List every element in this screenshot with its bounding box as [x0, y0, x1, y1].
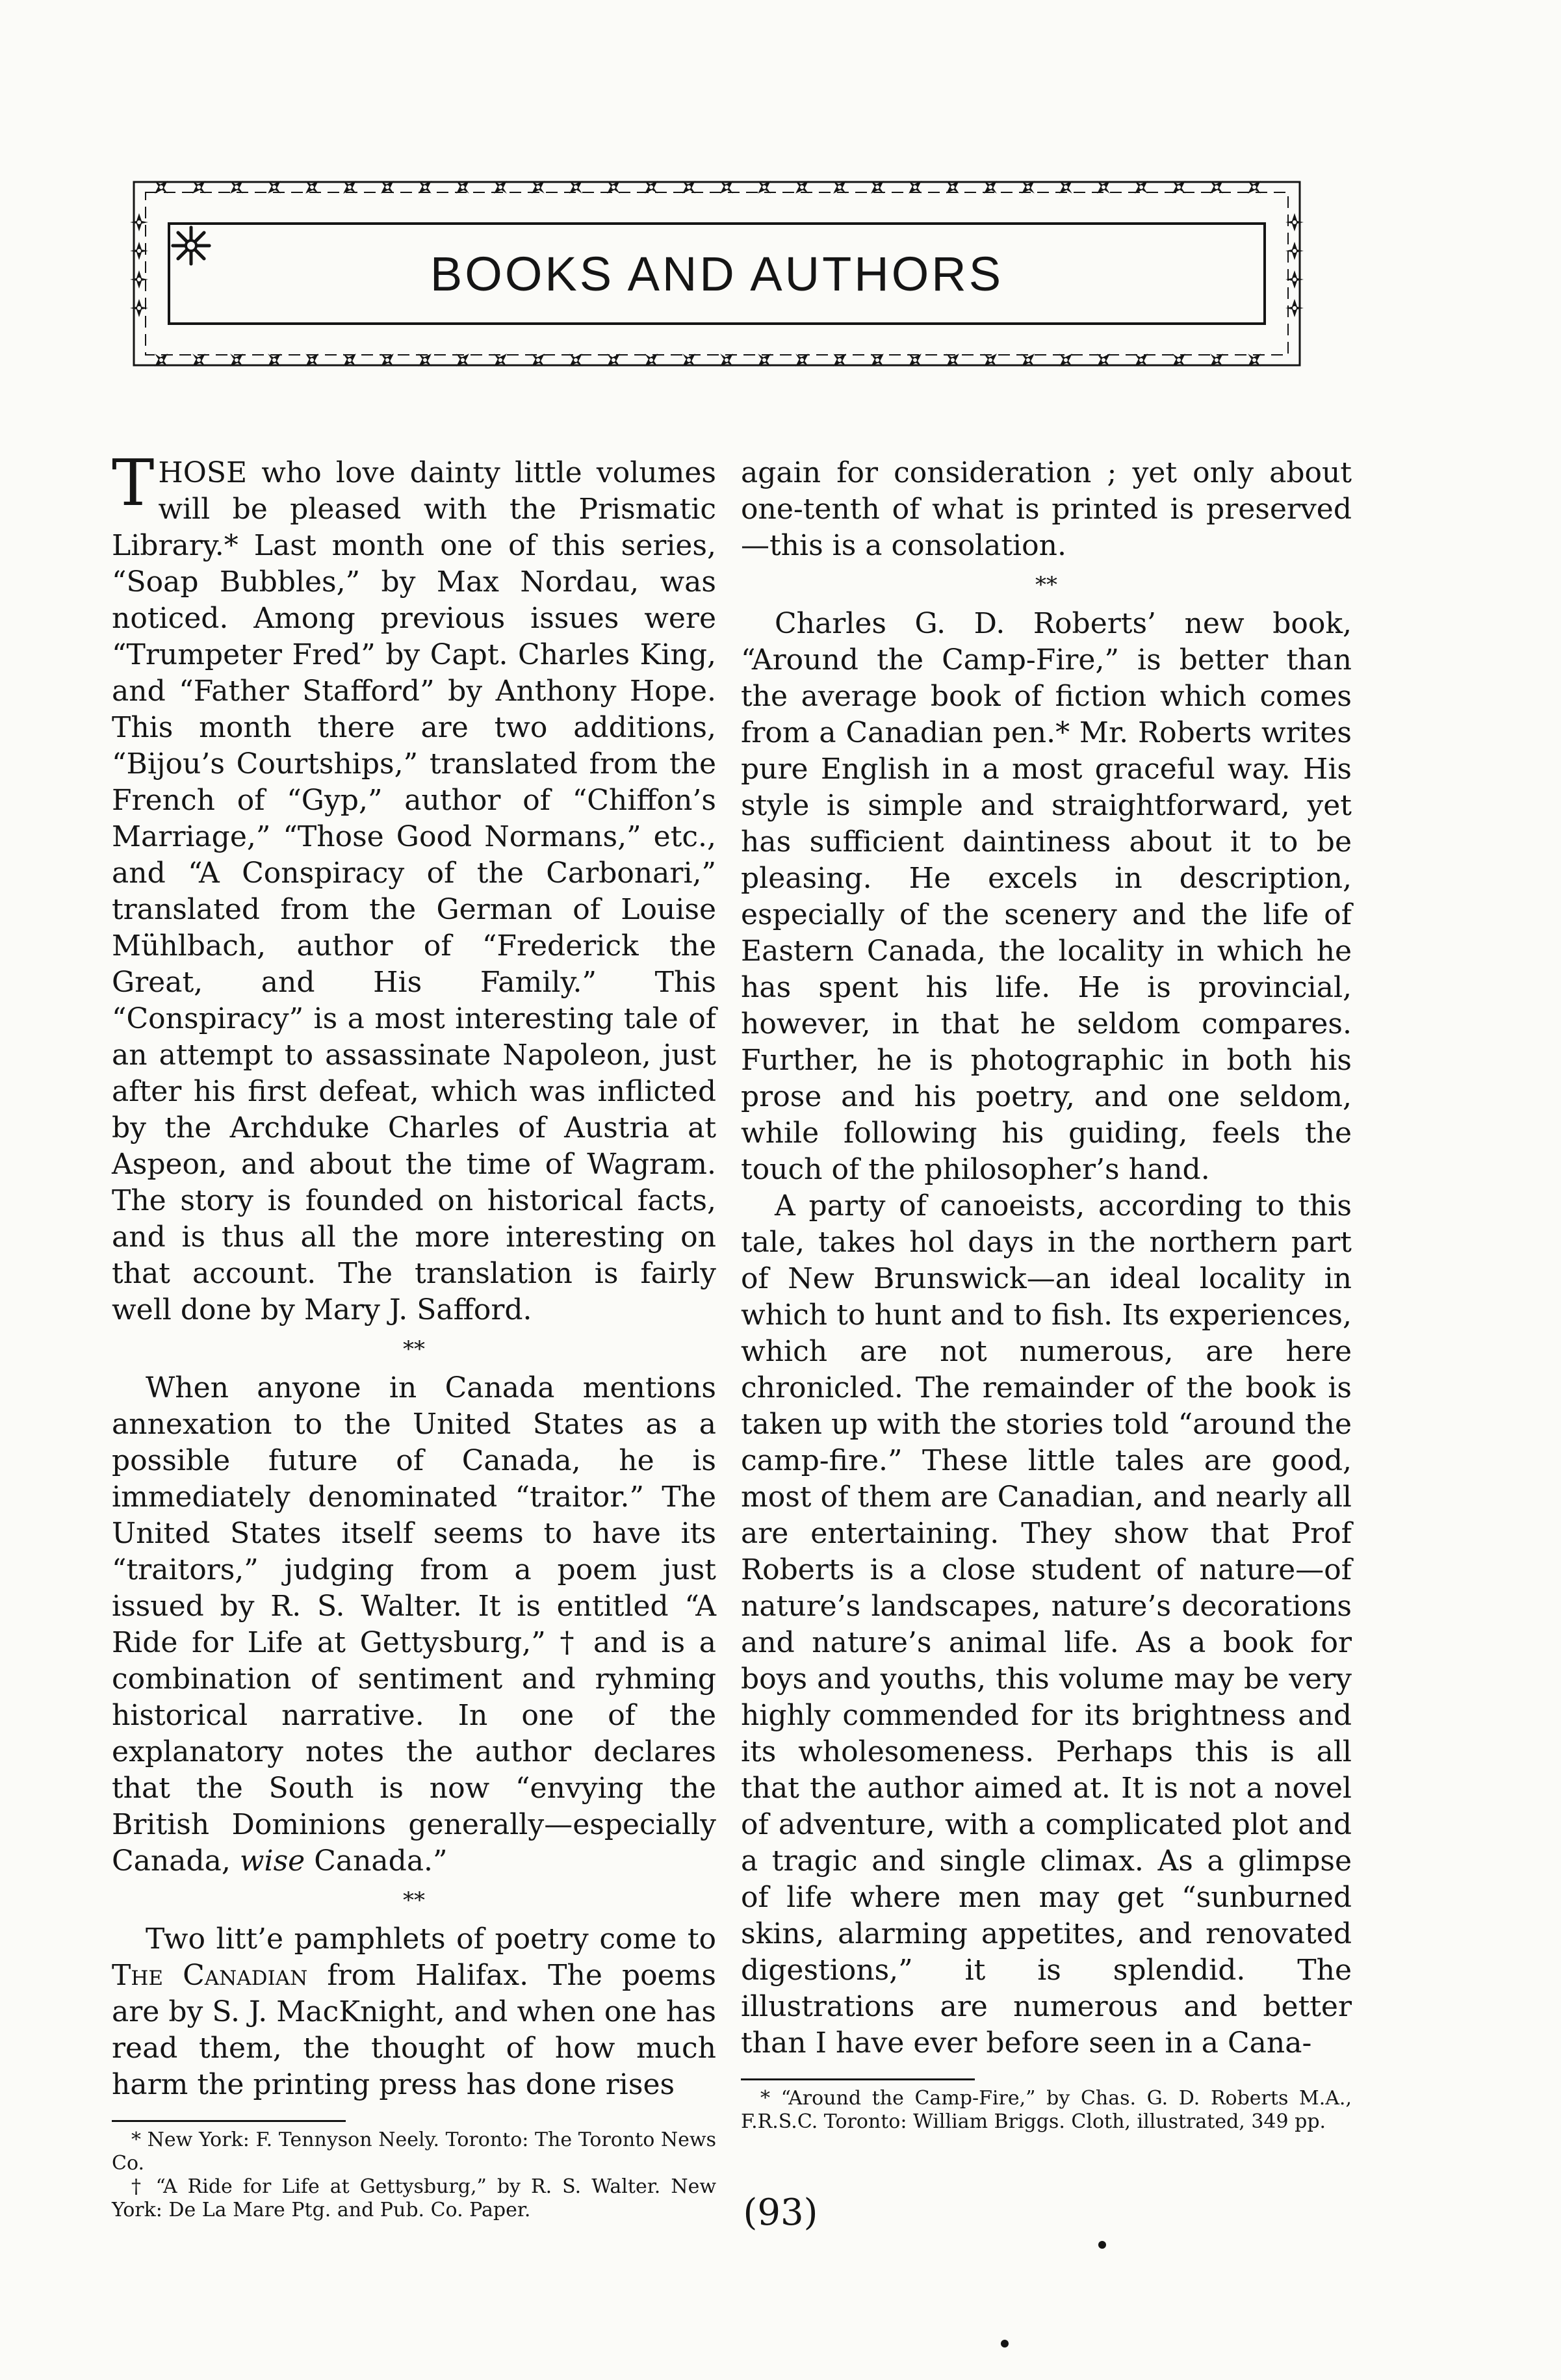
border-fleuron: [412, 174, 438, 200]
border-fleuron: [1015, 347, 1041, 373]
border-fleuron: [299, 174, 325, 200]
border-fleuron: [1090, 174, 1116, 200]
border-fleuron: [940, 347, 966, 373]
border-fleuron: [337, 347, 363, 373]
border-fleuron: [1241, 347, 1267, 373]
border-fleuron: [789, 347, 815, 373]
border-fleuron: [977, 347, 1003, 373]
border-fleuron: [751, 347, 777, 373]
border-fleuron: [374, 347, 400, 373]
border-fleuron: [487, 174, 513, 200]
border-fleuron: [299, 347, 325, 373]
paragraph-text: When anyone in Canada mentions annexation to the United States as a possible future of Canada, he is immediately denominated “traitor.” The United States itself seems to have its “traitors,” judging from a poem just issued by R. S. Walter. It is entitled “A Ride for Life at Gettysburg,” † and is a combination of sentiment and ryhming historical narrative. In one of the explanatory notes the author declares that the South is now “envying the British Dominions generally—especially Canada,: [112, 1371, 716, 1878]
border-fleuron: [1204, 347, 1230, 373]
border-fleuron: [224, 174, 250, 200]
border-fleuron: [261, 174, 287, 200]
border-fleuron: [789, 174, 815, 200]
border-fleuron: [374, 174, 400, 200]
banner-title-box: [168, 222, 1266, 325]
footnote-rule: [741, 2078, 975, 2080]
paragraph: again for consideration ; yet only about one-tenth of what is printed is preserved —this is a consolation.: [741, 456, 1352, 562]
publication-name: The Canadian: [112, 1959, 308, 1992]
ink-speck: [1098, 2241, 1106, 2249]
paragraph: [112, 1921, 716, 2103]
border-fleuron: [186, 347, 212, 373]
border-fleuron: [827, 174, 853, 200]
border-fleuron: [563, 174, 589, 200]
drop-cap: T: [112, 446, 155, 521]
border-fleuron: [1128, 174, 1154, 200]
border-fleuron: [600, 174, 626, 200]
border-fleuron: [751, 174, 777, 200]
border-fleuron: [261, 347, 287, 373]
paragraph-text: from Halifax. The poems are by S. J. MacKnight, and when one has read them, the thought of how much harm the printing press has done rises: [112, 1959, 716, 2101]
italic-word: wise: [239, 1844, 305, 1878]
right-column: [741, 455, 1352, 2134]
border-fleuron: [600, 347, 626, 373]
border-fleuron: [337, 174, 363, 200]
border-fleuron: [638, 174, 664, 200]
section-separator: **: [1035, 572, 1057, 598]
banner-ornament: [122, 170, 1311, 377]
border-fleuron: [1090, 347, 1116, 373]
border-fleuron: [450, 174, 476, 200]
footnote: † “A Ride for Life at Gettysburg,” by R. S. Walter. New York: De La Mare Ptg. and Pub. Co. Paper.: [112, 2175, 716, 2221]
border-fleuron: [525, 174, 551, 200]
border-fleuron: [1053, 347, 1079, 373]
ink-speck: [1001, 2340, 1009, 2348]
border-fleuron: [1128, 347, 1154, 373]
border-fleuron: [827, 347, 853, 373]
border-fleuron: [412, 347, 438, 373]
border-fleuron: [1015, 174, 1041, 200]
border-fleuron: [902, 347, 928, 373]
border-fleuron: [450, 347, 476, 373]
border-fleuron: [676, 347, 702, 373]
border-fleuron: [1053, 174, 1079, 200]
border-fleuron: [148, 347, 174, 373]
border-fleuron: [676, 174, 702, 200]
border-fleuron: [714, 174, 740, 200]
border-fleuron: [1166, 174, 1192, 200]
border-fleuron: [1241, 174, 1267, 200]
page-number: (93): [743, 2192, 818, 2234]
footnote: * “Around the Camp-Fire,” by Chas. G. D. Roberts M.A., F.R.S.C. Toronto: William Briggs. Cloth, illustrated, 349 pp.: [741, 2087, 1352, 2133]
border-fleuron: [525, 347, 551, 373]
footnote: * New York: F. Tennyson Neely. Toronto: The Toronto News Co.: [112, 2128, 716, 2175]
border-fleuron: [563, 347, 589, 373]
border-fleuron: [864, 174, 890, 200]
border-fleuron: [1204, 174, 1230, 200]
border-fleuron: [224, 347, 250, 373]
border-fleuron: [148, 174, 174, 200]
paragraph: A party of canoeists, according to this tale, takes hol days in the northern part of New Brunswick—an ideal locality in which to hunt and to fish. Its experiences, which are not numerous, are here chronicled. The remainder of the book is taken up with the stories told “around the camp-fire.” These little tales are good, most of them are Canadian, and nearly all are entertaining. They show that Prof Roberts is a close student of nature—of nature’s landscapes, nature’s decorations and nature’s animal life. As a book for boys and youths, this volume may be very highly commended for its brightness and its wholesomeness. Perhaps this is all that the author aimed at. It is not a novel of adventure, with a complicated plot and a tragic and single climax. As a glimpse of life where men may get “sunburned skins, alarming appetites, and renovated digestions,” it is splendid. The illustrations are numerous and better than I have ever before seen in a Cana-: [741, 1189, 1352, 2060]
paragraph: Charles G. D. Roberts’ new book, “Around the Camp-Fire,” is better than the average book of fiction which comes from a Canadian pen.* Mr. Roberts writes pure English in a most graceful way. His style is simple and straightforward, yet has sufficient daintiness about it to be pleasing. He excels in description, especially of the scenery and the life of Eastern Canada, the locality in which he has spent his life. He is provincial, however, in that he seldom compares. Further, he is photographic in both his prose and his poetry, and one seldom, while following his guiding, feels the touch of the philosopher’s hand.: [741, 607, 1352, 1186]
section-separator: **: [403, 1336, 425, 1362]
border-fleuron: [186, 174, 212, 200]
paragraph-text: Two litt’e pamphlets of poetry come to: [146, 1922, 716, 1956]
border-fleuron: [1166, 347, 1192, 373]
paragraph-text: Canada.”: [305, 1844, 448, 1878]
border-fleuron: [940, 174, 966, 200]
border-fleuron: [638, 347, 664, 373]
section-separator: **: [403, 1887, 425, 1913]
paragraph: [112, 446, 716, 1328]
asterisk-flower-icon: [170, 225, 212, 266]
border-fleuron: [864, 347, 890, 373]
paragraph: [112, 1370, 716, 1880]
left-column: [112, 446, 716, 2222]
paragraph-text: HOSE who love dainty little volumes will be pleased with the Prismatic Library.* Last month one of this series, “Soap Bubbles,” by Max Nordau, was noticed. Among previous issues were “Trumpeter Fred” by Capt. Charles King, and “Father Stafford” by Anthony Hope. This month there are two additions, “Bijou’s Courtships,” translated from the French of “Gyp,” author of “Chiffon’s Marriage,” “Those Good Normans,” etc., and “A Conspiracy of the Carbonari,” translated from the German of Louise Mühlbach, author of “Frederick the Great, and His Family.” This “Conspiracy” is a most interesting tale of an attempt to assassinate Napoleon, just after his first defeat, which was inflicted by the Archduke Charles of Austria at Aspeon, and about the time of Wagram. The story is founded on historical facts, and is thus all the more interesting on that account. The translation is fairly well done by Mary J. Safford.: [112, 456, 716, 1326]
border-fleuron: [714, 347, 740, 373]
border-fleuron: [977, 174, 1003, 200]
page-title: BOOKS AND AUTHORS: [430, 246, 1004, 301]
footnote-rule: [112, 2120, 346, 2122]
border-fleuron: [487, 347, 513, 373]
border-fleuron: [902, 174, 928, 200]
